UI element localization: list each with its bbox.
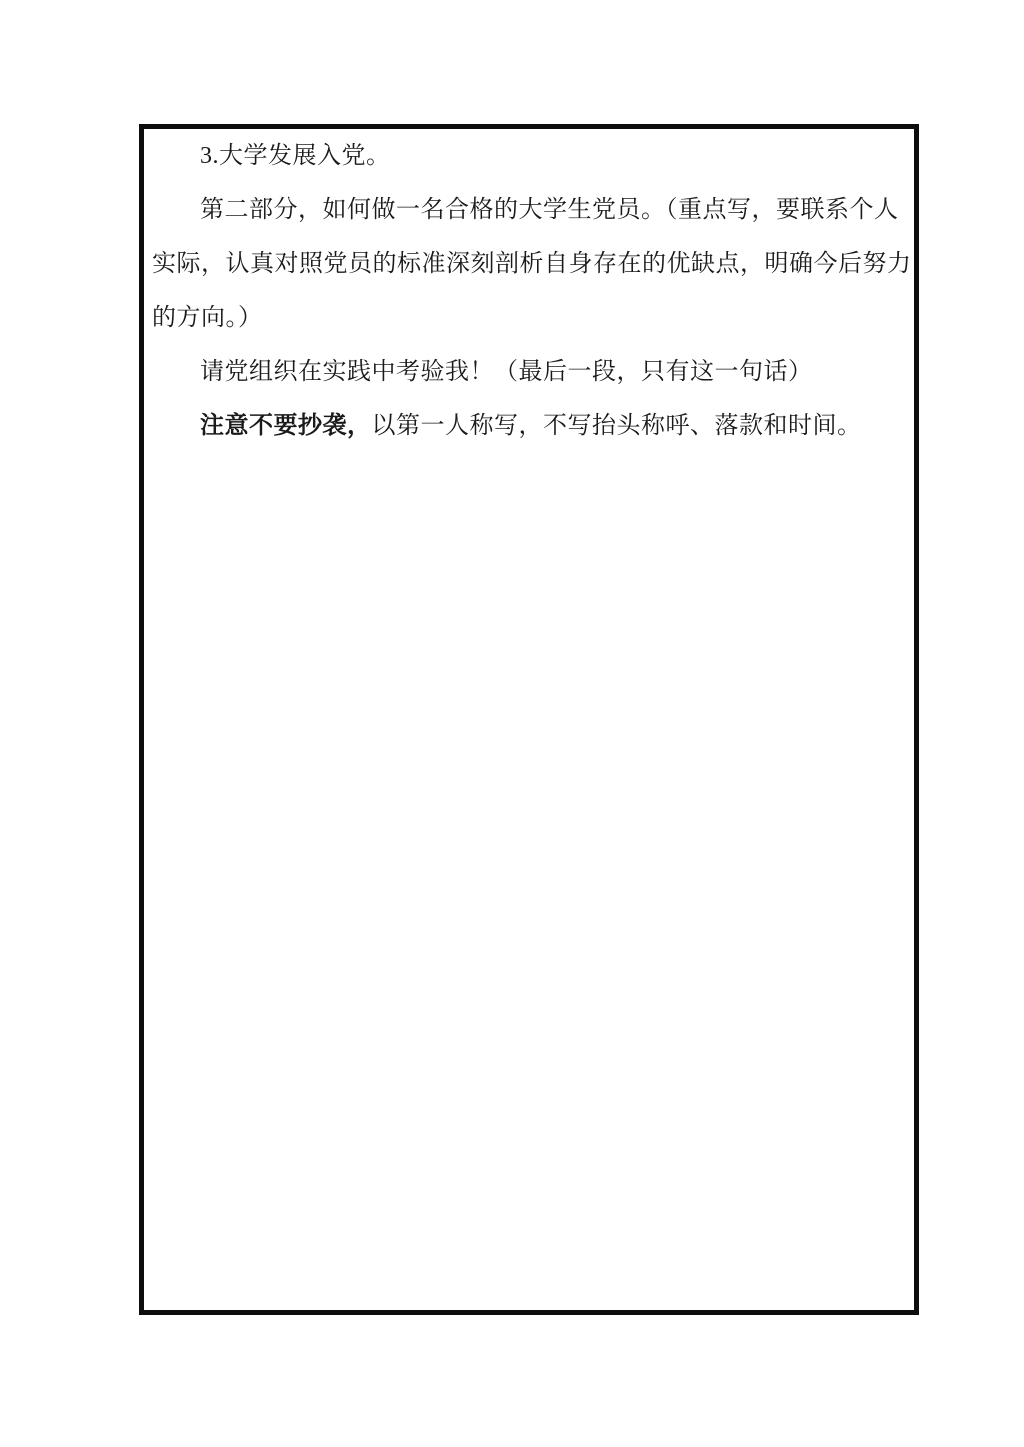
document-border-frame <box>139 124 919 1315</box>
paragraph-line-notice <box>152 399 906 453</box>
paragraph-line: 3.大学发展入党。 <box>200 143 391 169</box>
notice-bold-text: 注意不要抄袭， <box>200 413 372 439</box>
paragraph-line: 请党组织在实践中考验我！（最后一段，只有这一句话） <box>200 359 813 385</box>
paragraph-line: 的方向。） <box>152 305 263 331</box>
paragraph-line: 第二部分，如何做一名合格的大学生党员。（重点写，要联系个人 <box>200 197 899 223</box>
notice-rest-text: 以第一人称写，不写抬头称呼、落款和时间。 <box>371 413 862 439</box>
paragraph-line: 实际，认真对照党员的标准深刻剖析自身存在的优缺点，明确今后努力 <box>152 251 912 277</box>
